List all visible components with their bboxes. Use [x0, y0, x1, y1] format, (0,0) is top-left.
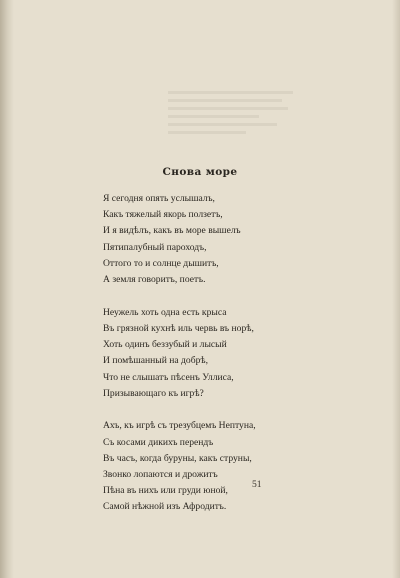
- poem-line: Пятипалубный пароходъ,: [103, 241, 207, 253]
- poem-line: Призывающаго къ игрѣ?: [103, 387, 204, 399]
- poem-body: [103, 191, 303, 532]
- poem-line: Самой нѣжной изъ Афродитъ.: [103, 501, 227, 513]
- poem-title: Снова море: [162, 166, 238, 178]
- poem-line: Пѣна въ нихъ или груди юной,: [103, 485, 228, 497]
- show-through-text: [168, 86, 298, 156]
- stanza: [103, 191, 303, 288]
- poem-line: И помѣшанный на добрѣ,: [103, 355, 209, 367]
- poem-line: Неужель хоть одна есть крыса: [103, 306, 227, 318]
- poem-line: Я сегодня опять услышалъ,: [103, 193, 215, 204]
- poem-line: Звонко лопаются и дрожитъ: [103, 469, 218, 481]
- poem-line: Въ грязной кухнѣ иль червь въ норѣ,: [103, 322, 254, 334]
- poem-line: А земля говоритъ, поетъ.: [103, 274, 206, 286]
- stanza: [103, 305, 303, 402]
- poem-line: Оттого то и солнце дышитъ,: [103, 257, 219, 269]
- stanza: [103, 418, 303, 515]
- poem-line: Что не слышатъ пѣсенъ Уллиса,: [103, 371, 234, 383]
- poem-line: И я видѣлъ, какъ въ море вышелъ: [103, 225, 241, 237]
- poem-line: Ахъ, къ игрѣ съ трезубцемъ Нептуна,: [103, 420, 256, 432]
- poem-line: Въ часъ, когда буруны, какъ струны,: [103, 452, 252, 464]
- poem-line: Съ косами дикихъ перендъ: [103, 436, 214, 448]
- poem-line: Какъ тяжелый якорь ползетъ,: [103, 209, 223, 221]
- poem-line: Хоть одинъ беззубый и лысый: [103, 339, 227, 351]
- page-number: 51: [252, 479, 262, 490]
